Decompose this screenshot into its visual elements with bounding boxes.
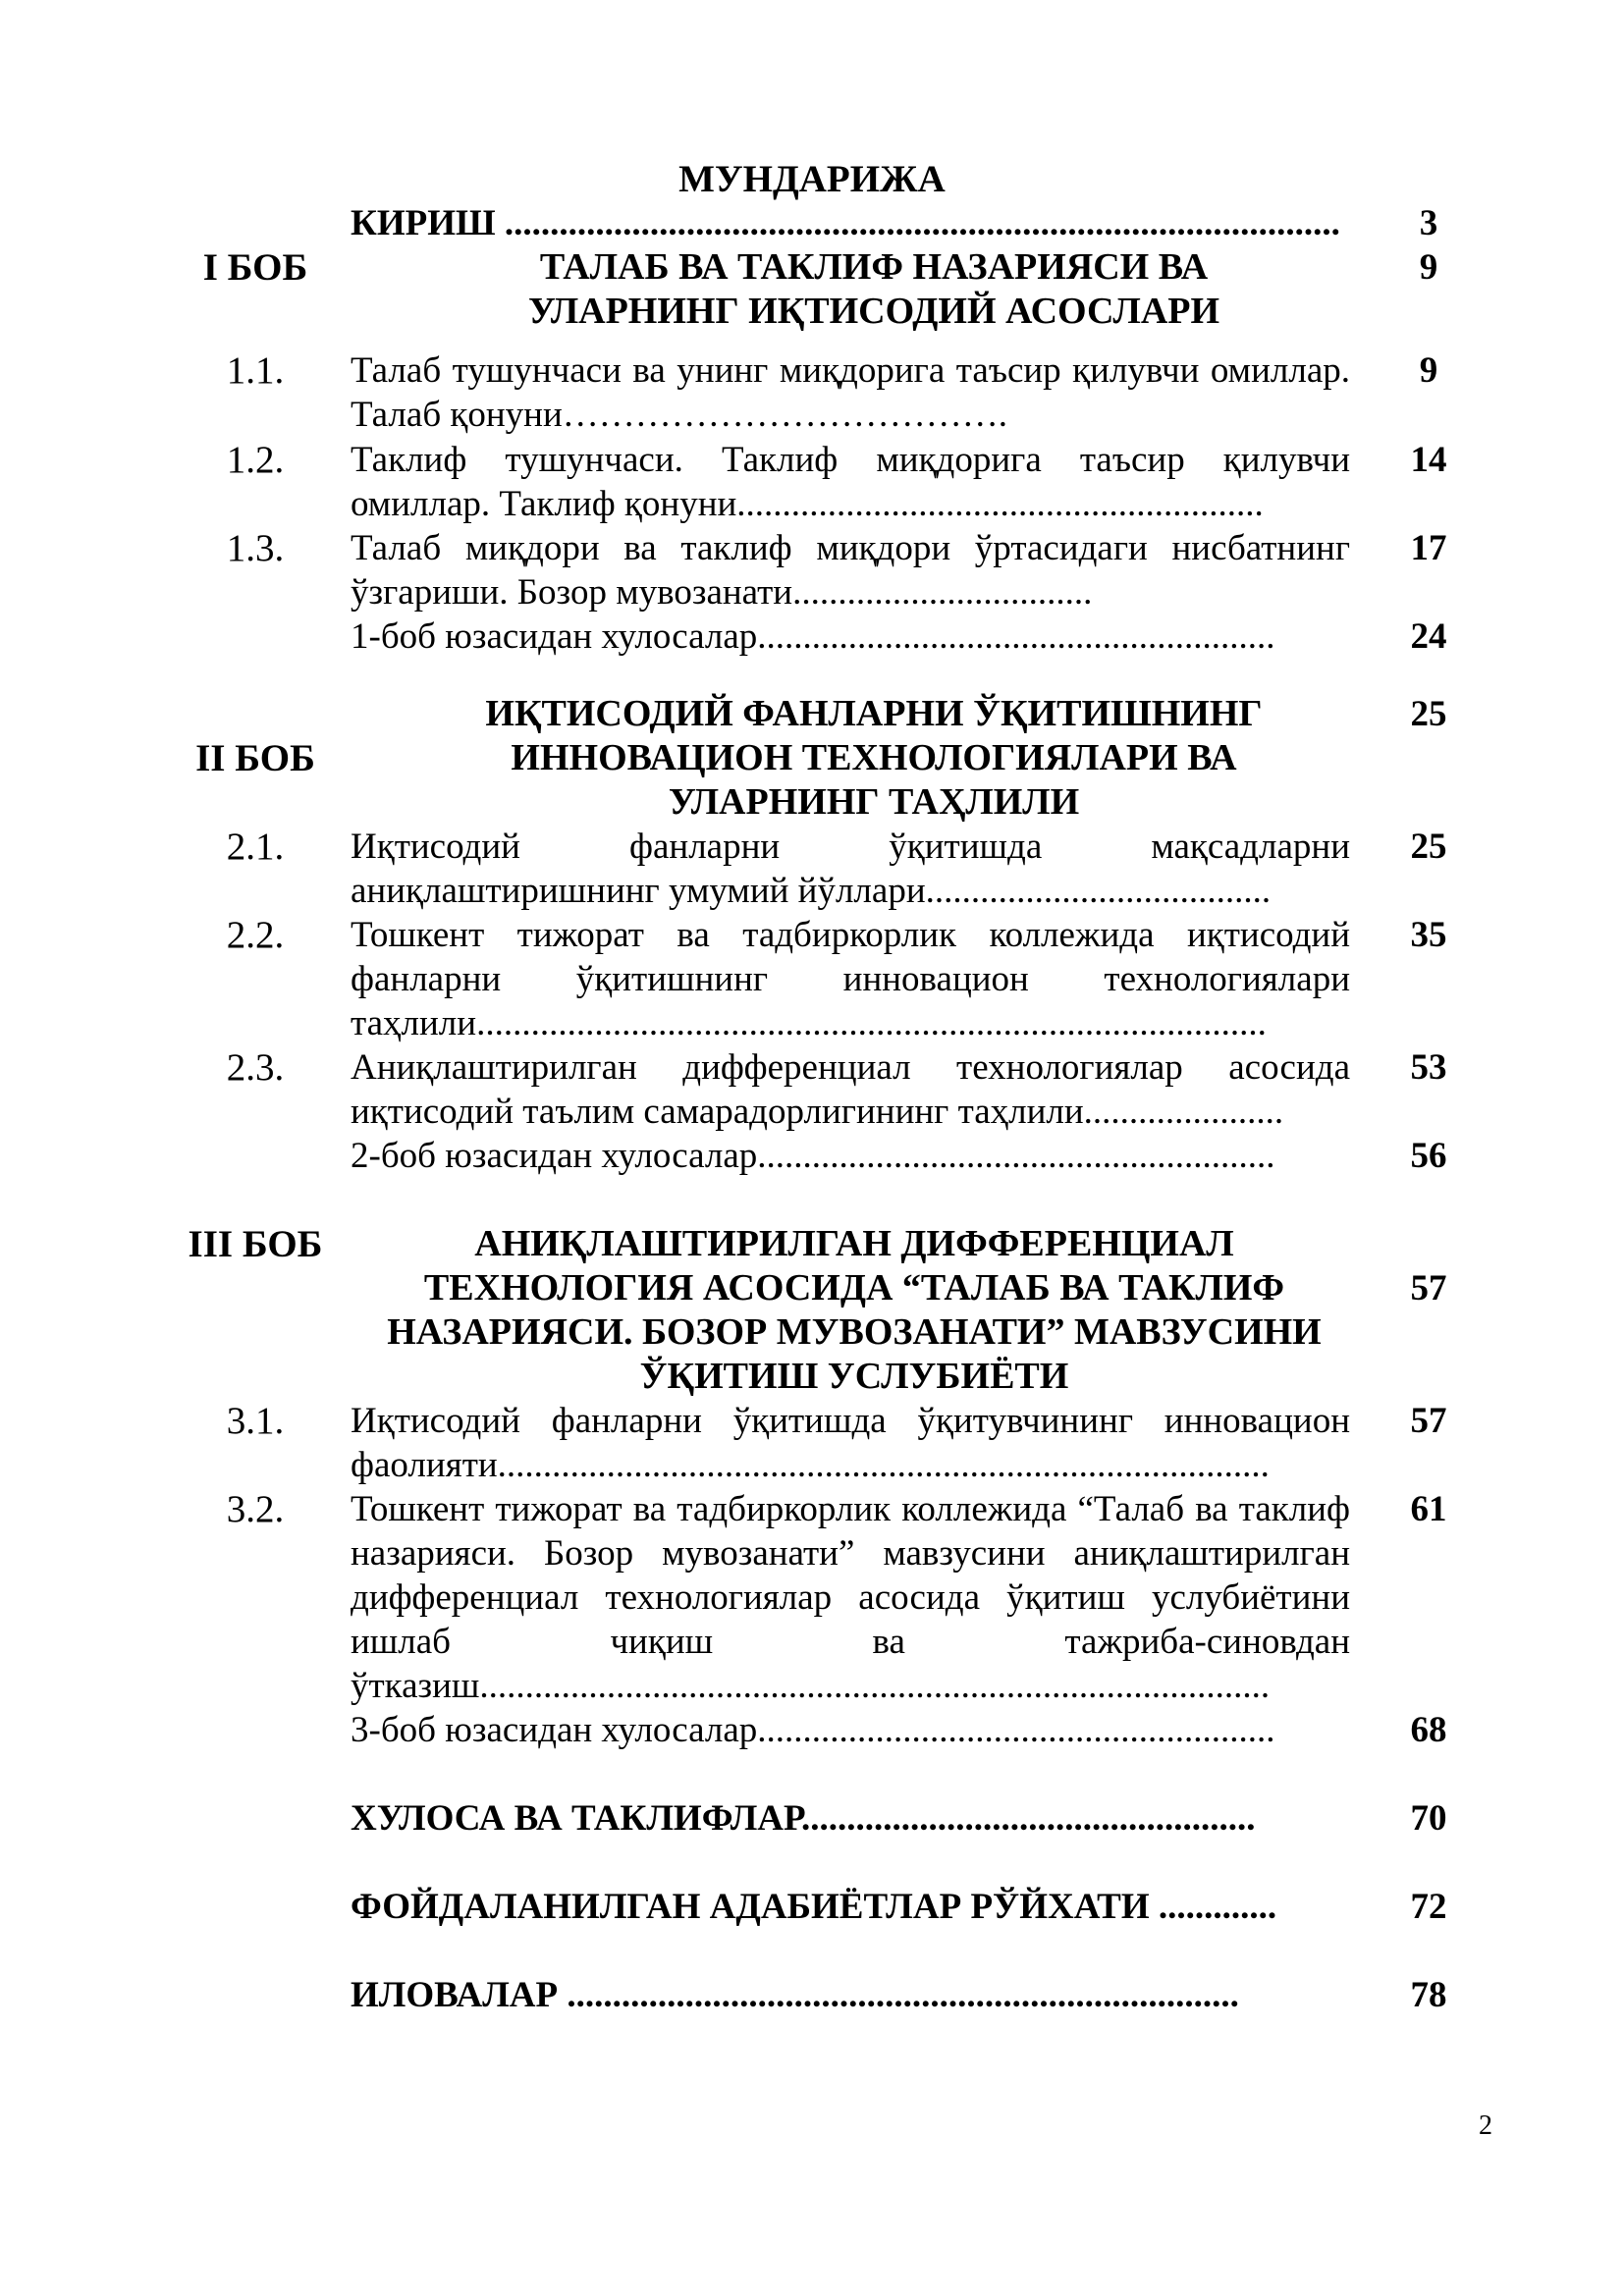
toc-entry-text: КИРИШ ............................................................................................ — [351, 203, 1340, 243]
toc-entry-text: Тошкент тижорат ва тадбиркорлик коллежида “Талаб ва таклиф назарияси. Бозор мувозанати” мавзусини аниқлаштирилган дифференциал технологиялар асосида ўқитиш услубиётини ишлаб чиқиш ва тажриба-синовдан ўтказиш....................................................................................... — [351, 1489, 1350, 1706]
toc-entry-text: ХУЛОСА ВА ТАКЛИФЛАР.................................................. — [351, 1798, 1256, 1839]
toc-entry-page: 24 — [1410, 616, 1447, 657]
toc-entry-text: Аниқлаштирилган дифференциал технологиялар асосида иқтисодий таълим самарадорлигининг таҳлили...................... — [351, 1047, 1350, 1132]
page-title: МУНДАРИЖА — [678, 158, 946, 200]
toc-entry-text: 1-боб юзасидан хулосалар......................................................... — [351, 616, 1275, 657]
page-number: 2 — [1479, 2110, 1492, 2141]
toc-entry-page: 17 — [1410, 528, 1447, 568]
toc-entry-page: 70 — [1410, 1798, 1447, 1839]
toc-entry-label: 1.3. — [226, 527, 285, 569]
toc-entry-page: 56 — [1410, 1136, 1447, 1176]
toc-entry-label: 1.2. — [226, 439, 285, 481]
toc-entry-page: 9 — [1419, 350, 1438, 391]
toc-entry-text: Талаб тушунчаси ва унинг миқдорига таъсир қилувчи омиллар. Талаб қонуни………………………………. — [351, 350, 1350, 435]
toc-entry-text: ТАЛАБ ВА ТАКЛИФ НАЗАРИЯСИ ВА УЛАРНИНГ ИҚТИСОДИЙ АСОСЛАРИ — [527, 246, 1220, 332]
toc-entry-text: 3-боб юзасидан хулосалар......................................................... — [351, 1710, 1275, 1750]
toc-entry-page: 35 — [1410, 915, 1447, 955]
toc-entry-text: Иқтисодий фанларни ўқитишда ўқитувчининг инновацион фаолияти..................................................................................... — [351, 1401, 1350, 1485]
toc-entry-page: 57 — [1410, 1268, 1447, 1308]
toc-entry-page: 72 — [1410, 1887, 1447, 1927]
toc-entry-page: 25 — [1410, 694, 1447, 734]
toc-entry-text: ФОЙДАЛАНИЛГАН АДАБИЁТЛАР РЎЙХАТИ ............. — [351, 1887, 1277, 1927]
toc-entry-label: 3.1. — [226, 1400, 285, 1442]
toc-entry-label: 3.2. — [226, 1488, 285, 1530]
toc-entry-text: Таклиф тушунчаси. Таклиф миқдорига таъсир қилувчи омиллар. Таклиф қонуни.......................................................... — [351, 440, 1350, 524]
toc-entry-label: III БОБ — [188, 1223, 323, 1265]
toc-entry-text: Тошкент тижорат ва тадбиркорлик коллежида иқтисодий фанларни ўқитишнинг инновацион технологиялари таҳлили....................................................................................... — [351, 915, 1350, 1043]
toc-entry-label: 2.2. — [226, 914, 285, 956]
toc-entry-text: Иқтисодий фанларни ўқитишда мақсадларни аниқлаштиришнинг умумий йўллари...................................... — [351, 827, 1350, 911]
toc-entry-page: 61 — [1410, 1489, 1447, 1529]
toc-entry-text: Талаб миқдори ва таклиф миқдори ўртасидаги нисбатнинг ўзгариши. Бозор мувозанати................................. — [351, 528, 1350, 613]
toc-entry-page: 57 — [1410, 1401, 1447, 1441]
toc-entry-page: 53 — [1410, 1047, 1447, 1088]
toc-entry-page: 3 — [1419, 203, 1438, 243]
toc-entry-label: 1.1. — [226, 349, 285, 392]
toc-entry-text: ИҚТИСОДИЙ ФАНЛАРНИ ЎҚИТИШНИНГ ИННОВАЦИОН ТЕХНОЛОГИЯЛАРИ ВА УЛАРНИНГ ТАҲЛИЛИ — [485, 693, 1263, 823]
toc-entry-page: 68 — [1410, 1710, 1447, 1750]
toc-entry-page: 14 — [1410, 440, 1447, 480]
toc-entry-page: 78 — [1410, 1975, 1447, 2015]
toc-entry-label: I БОБ — [202, 246, 308, 289]
toc-entry-label: II БОБ — [195, 737, 315, 779]
toc-entry-page: 9 — [1419, 247, 1438, 288]
toc-entry-label: 2.1. — [226, 826, 285, 868]
toc-entry-label: 2.3. — [226, 1046, 285, 1089]
toc-entry-text: 2-боб юзасидан хулосалар......................................................... — [351, 1136, 1275, 1176]
toc-entry-text: АНИҚЛАШТИРИЛГАН ДИФФЕРЕНЦИАЛ ТЕХНОЛОГИЯ АСОСИДА “ТАЛАБ ВА ТАКЛИФ НАЗАРИЯСИ. БОЗОР МУВОЗАНАТИ” МАВЗУСИНИ ЎҚИТИШ УСЛУБИЁТИ — [387, 1223, 1322, 1397]
toc-entry-text: ИЛОВАЛАР .......................................................................... — [351, 1975, 1239, 2015]
toc-entry-page: 25 — [1410, 827, 1447, 867]
